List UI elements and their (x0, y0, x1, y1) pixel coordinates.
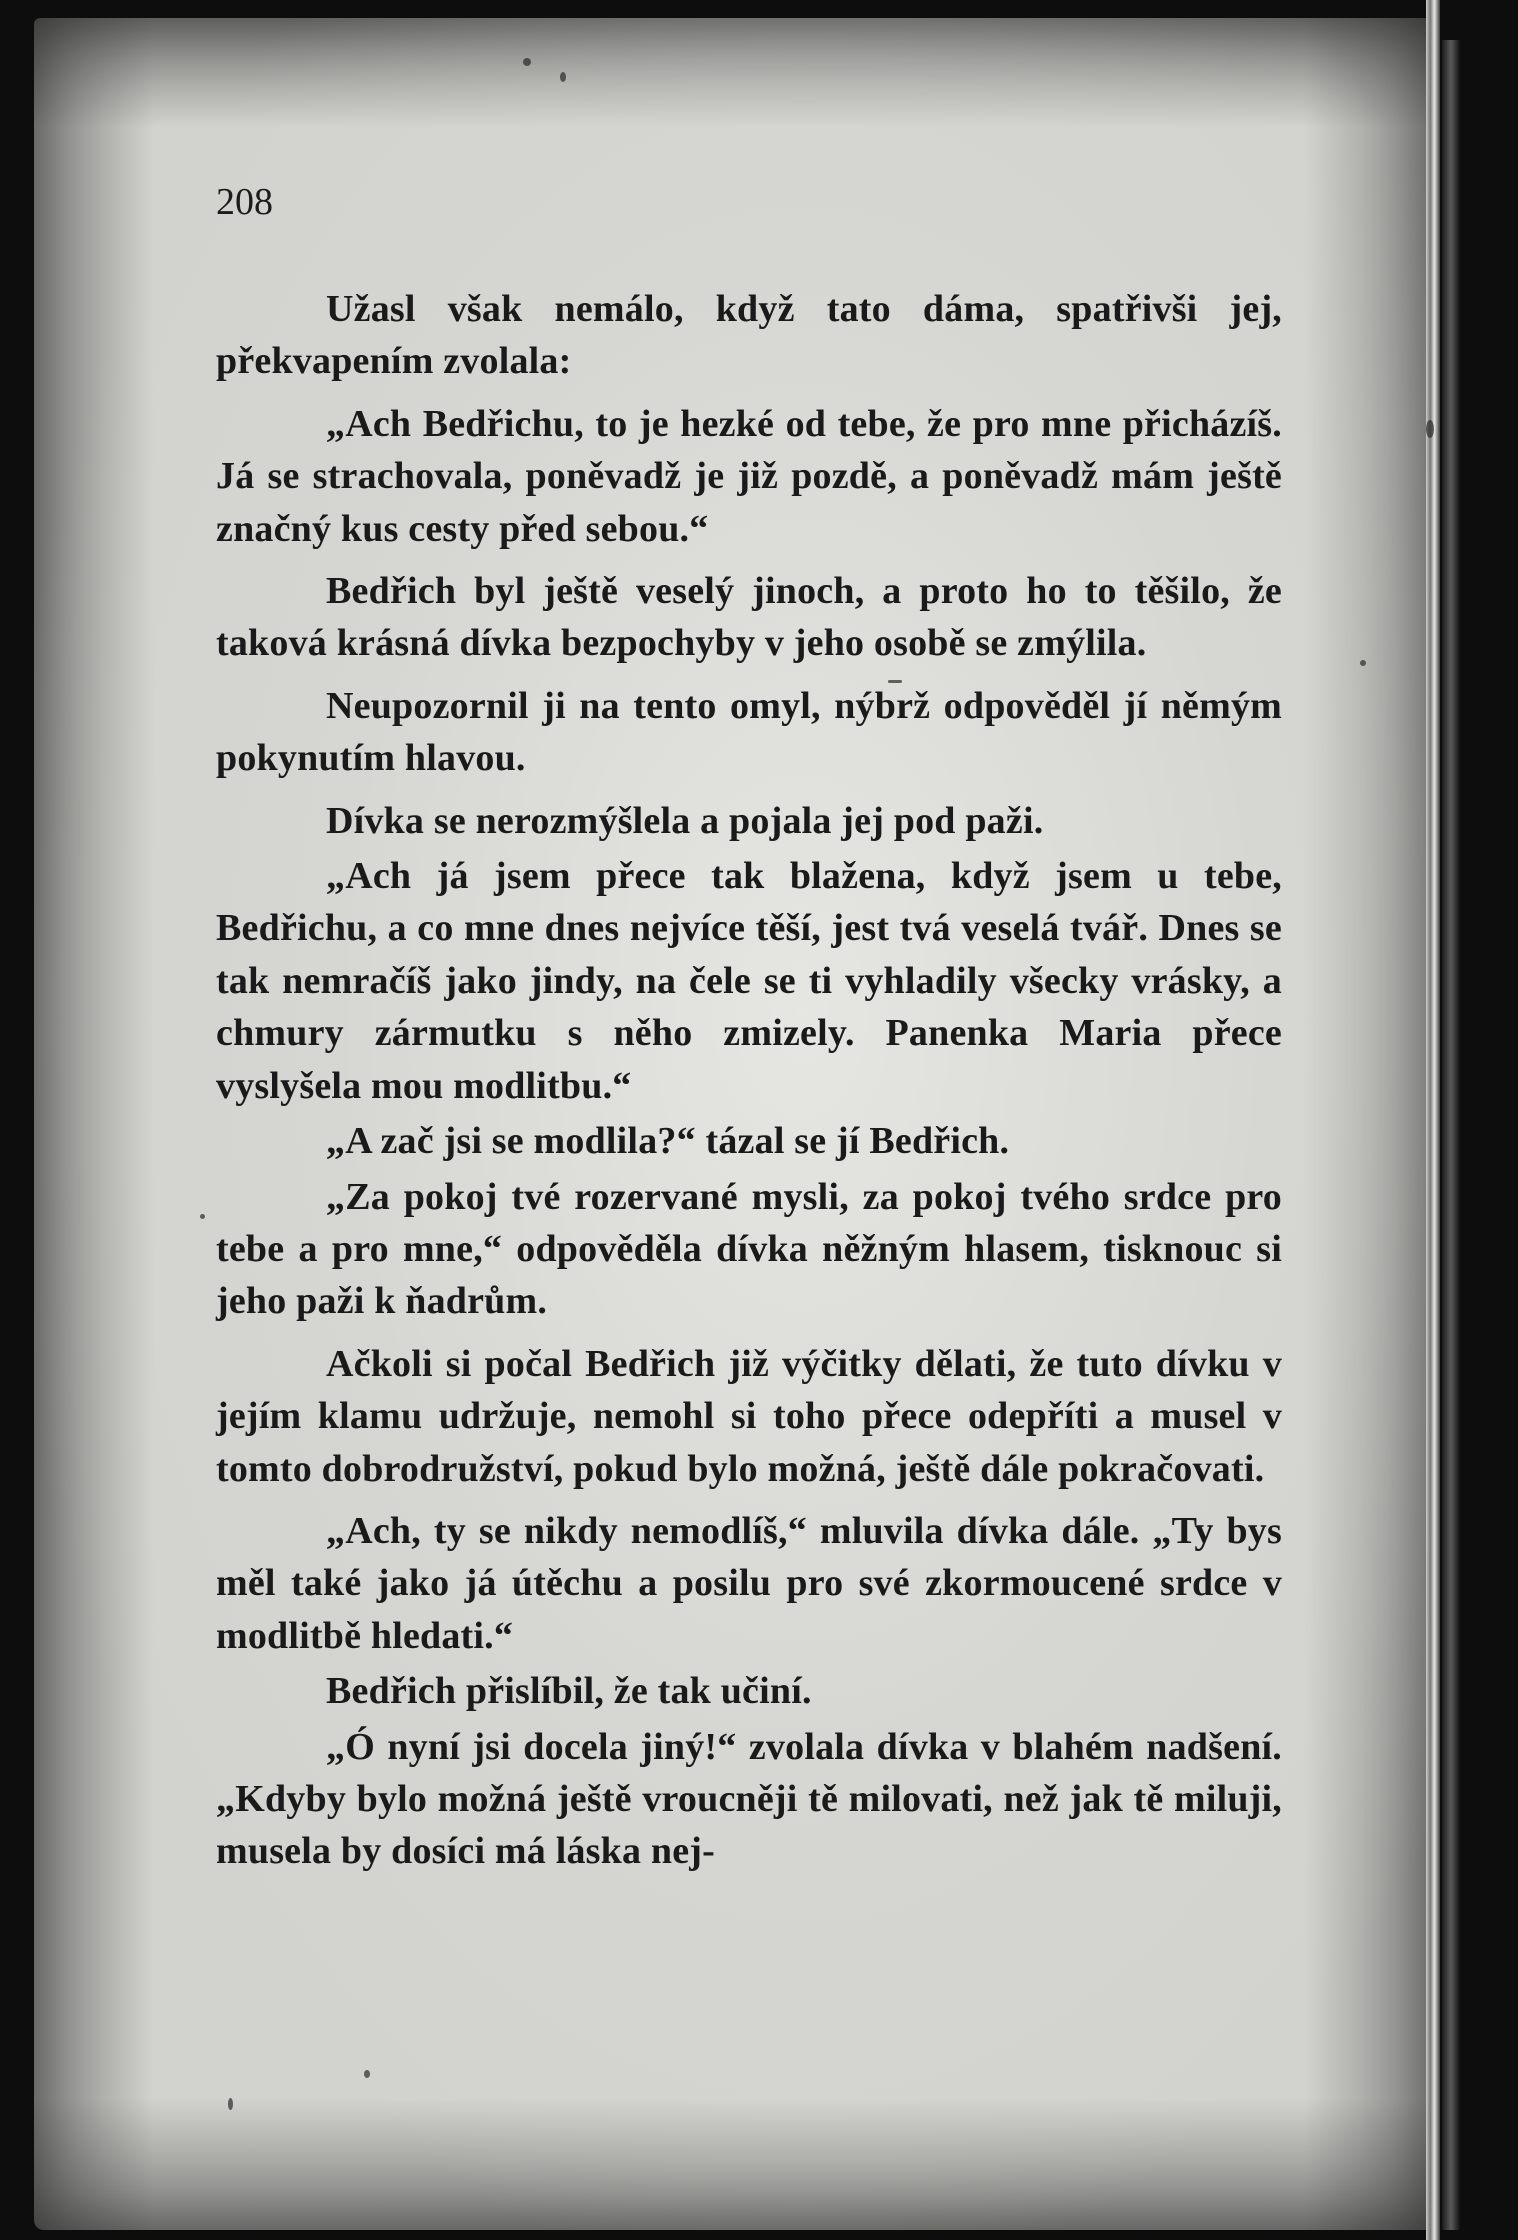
book-edge (1426, 0, 1440, 2240)
paper-speck (200, 1214, 205, 1219)
paragraph: „Ó nyní jsi docela jiný!“ zvolala dívka v blahém nadšení. „Kdyby bylo možná ještě vroucněji tě milovati, než jak tě miluji, musela by dosíci má láska nej- (216, 1725, 1282, 1873)
paragraph: „Ach já jsem přece tak blažena, když jsem u tebe, Bedřichu, a co mne dnes nejvíce těší, jest tvá veselá tvář. Dnes se tak nemračíš jako jindy, na čele se ti vyhladily všecky vrásky, a chmury zármutku s něho zmizely. Panenka Maria přece vyslyšela mou modlitbu.“ (216, 855, 1282, 1107)
paper-speck (888, 680, 902, 683)
paragraph: Neupozornil ji na tento omyl, nýbrž odpověděl jí němým pokynutím hlavou. (216, 684, 1282, 780)
book-edge-shadow (1442, 40, 1460, 2230)
paper-speck (364, 2070, 370, 2078)
paragraph: Dívka se nerozmýšlela a pojala jej pod paži. (326, 799, 1044, 842)
paragraph: Užasl však nemálo, když tato dáma, spatřivši jej, překvapením zvolala: (216, 288, 1282, 383)
paper-speck (560, 72, 566, 82)
paper-speck (1426, 420, 1434, 438)
paper-speck (1360, 660, 1366, 666)
paragraph: Bedřich byl ještě veselý jinoch, a proto ho to těšilo, že taková krásná dívka bezpochyby v jeho osobě se zmýlila. (216, 570, 1282, 665)
paragraph: „Za pokoj tvé rozervané mysli, za pokoj tvého srdce pro tebe a pro mne,“ odpověděla dívka něžným hlasem, tisknouc si jeho paži k ňadrům. (216, 1175, 1282, 1323)
paragraph: Ačkoli si počal Bedřich již výčitky dělati, že tuto dívku v jejím klamu udržuje, nemohl si toho přece odepříti a musel v tomto dobrodružství, pokud bylo možná, ještě dále pokračovati. (216, 1342, 1282, 1490)
paragraph: „A zač jsi se modlila?“ tázal se jí Bedřich. (326, 1120, 1010, 1163)
page-body-text (216, 283, 1282, 1878)
paper-speck (523, 58, 531, 66)
paragraph: „Ach Bedřichu, to je hezké od tebe, že pro mne přicházíš. Já se strachovala, poněvadž je již pozdě, a poněvadž mám ještě značný kus cesty před sebou.“ (216, 402, 1282, 550)
paragraph: Bedřich přislíbil, že tak učiní. (326, 1670, 812, 1713)
paper-speck (228, 2098, 233, 2110)
page-number: 208 (216, 181, 273, 223)
paragraph: „Ach, ty se nikdy nemodlíš,“ mluvila dívka dále. „Ty bys měl také jako já útěchu a posilu pro své zkormoucené srdce v modlitbě hledati.“ (216, 1509, 1282, 1657)
